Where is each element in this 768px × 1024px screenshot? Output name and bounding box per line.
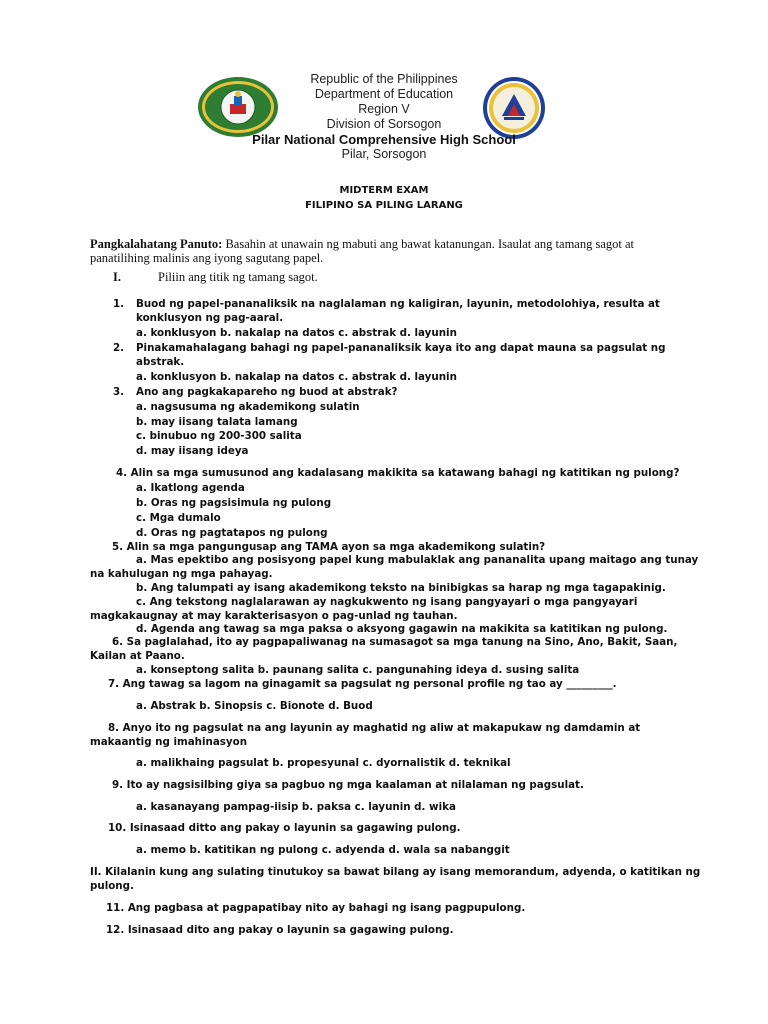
header-division: Division of Sorsogon (326, 117, 442, 131)
q11-text: 11. Ang pagbasa at pagpapatibay nito ay bahagi ng isang pagpupulong. (106, 902, 526, 914)
q9-text: 9. Ito ay nagsisilbing giya sa pagbuo ng mga kaalaman at nilalaman ng pagsulat. (112, 779, 584, 791)
q2-choices: a. konklusyon b. nakalap na datos c. abstrak d. layunin (136, 371, 457, 383)
q1-number: 1. (113, 298, 125, 310)
school-location: Pilar, Sorsogon (341, 147, 427, 161)
q6-choices: a. konseptong salita b. paunang salita c. pangunahing ideya d. susing salita (136, 664, 580, 676)
q3-choice-d: d. may iisang ideya (136, 445, 249, 457)
q5-choice-c: c. Ang tekstong naglalarawan ay nagkukwento ng isang pangyayari o mga pangyayari (136, 596, 638, 608)
q2-text-cont: abstrak. (136, 356, 185, 368)
q5-text: 5. Alin sa mga pangungusap ang TAMA ayon sa mga akademikong sulatin? (112, 541, 546, 553)
q1-text: Buod ng papel-pananaliksik na naglalaman ng kaligiran, layunin, metodolohiya, resulta at (136, 298, 660, 310)
part2-instruction: II. Kilalanin kung ang sulating tinutukoy sa bawat bilang ay isang memorandum, adyenda, o katitikan ng (90, 866, 701, 878)
q8-text-cont: makaantig ng imahinasyon (90, 736, 248, 748)
instructions-text: Basahin at unawain ng mabuti ang bawat katanungan. Isaulat ang tamang sagot at panatilihing malinis ang iyong sagutang papel. (90, 237, 635, 265)
q5-choice-c-cont: magkakaugnay at may karakterisasyon o pag-unlad ng tauhan. (90, 610, 458, 622)
q5-choice-a: a. Mas epektibo ang posisyong papel kung mabulaklak ang pananalita upang maitago ang tunay (136, 554, 699, 566)
q3-text: Ano ang pagkakapareho ng buod at abstrak? (136, 386, 398, 398)
part1-instruction: Piliin ang titik ng tamang sagot. (158, 270, 318, 284)
q6-text-cont: Kailan at Paano. (90, 650, 185, 662)
q8-text: 8. Anyo ito ng pagsulat na ang layunin ay maghatid ng aliw at makapukaw ng damdamin at (108, 722, 641, 734)
q4-choice-b: b. Oras ng pagsisimula ng pulong (136, 497, 332, 509)
q2-number: 2. (113, 342, 125, 354)
exam-title: MIDTERM EXAM (339, 185, 429, 196)
q5-choice-a-cont: na kahulugan ng mga pahayag. (90, 568, 273, 580)
instructions-label: Pangkalahatang Panuto: (90, 237, 223, 251)
q4-choice-a: a. Ikatlong agenda (136, 482, 245, 494)
header-republic: Republic of the Philippines (310, 72, 458, 86)
header-department: Department of Education (314, 87, 454, 101)
q10-choices: a. memo b. katitikan ng pulong c. adyenda d. wala sa nabanggit (136, 844, 510, 856)
q10-text: 10. Isinasaad ditto ang pakay o layunin sa gagawing pulong. (108, 822, 461, 834)
q2-text: Pinakamahalagang bahagi ng papel-pananaliksik kaya ito ang dapat mauna sa pagsulat ng (136, 342, 666, 354)
exam-subject: FILIPINO SA PILING LARANG (305, 200, 463, 211)
q4-text: 4. Alin sa mga sumusunod ang kadalasang makikita sa katawang bahagi ng katitikan ng pulong? (116, 467, 680, 479)
q8-choices: a. malikhaing pagsulat b. propesyunal c. dyornalistik d. teknikal (136, 757, 511, 769)
q7-text: 7. Ang tawag sa lagom na ginagamit sa pagsulat ng personal profile ng tao ay _________. (108, 678, 617, 690)
q3-number: 3. (113, 386, 125, 398)
q3-choice-c: c. binubuo ng 200-300 salita (136, 430, 302, 442)
q3-choice-a: a. nagsusuma ng akademikong sulatin (136, 401, 360, 413)
q4-choice-d: d. Oras ng pagtatapos ng pulong (136, 527, 328, 539)
q9-choices: a. kasanayang pampag-iisip b. paksa c. layunin d. wika (136, 801, 456, 813)
q3-choice-b: b. may iisang talata lamang (136, 416, 298, 428)
q12-text: 12. Isinasaad dito ang pakay o layunin sa gagawing pulong. (106, 924, 454, 936)
q5-choice-b: b. Ang talumpati ay isang akademikong teksto na binibigkas sa harap ng mga tagapakinig. (136, 582, 666, 594)
q7-choices: a. Abstrak b. Sinopsis c. Bionote d. Buod (136, 700, 373, 712)
q5-choice-d: d. Agenda ang tawag sa mga paksa o aksyong gagawin na makikita sa katitikan ng pulong. (136, 623, 668, 635)
header-region: Region V (358, 102, 410, 116)
q1-text-cont: konklusyon ng pag-aaral. (136, 312, 284, 324)
school-name: Pilar National Comprehensive High School (252, 132, 516, 147)
part2-instruction-cont: pulong. (90, 880, 134, 892)
general-instructions (90, 237, 670, 265)
q6-text: 6. Sa paglalahad, ito ay pagpapaliwanag na sumasagot sa mga tanung na Sino, Ano, Bakit, Saan, (112, 636, 678, 648)
q4-choice-c: c. Mga dumalo (136, 512, 221, 524)
q1-choices: a. konklusyon b. nakalap na datos c. abstrak d. layunin (136, 327, 457, 339)
part1-number: I. (113, 270, 121, 284)
